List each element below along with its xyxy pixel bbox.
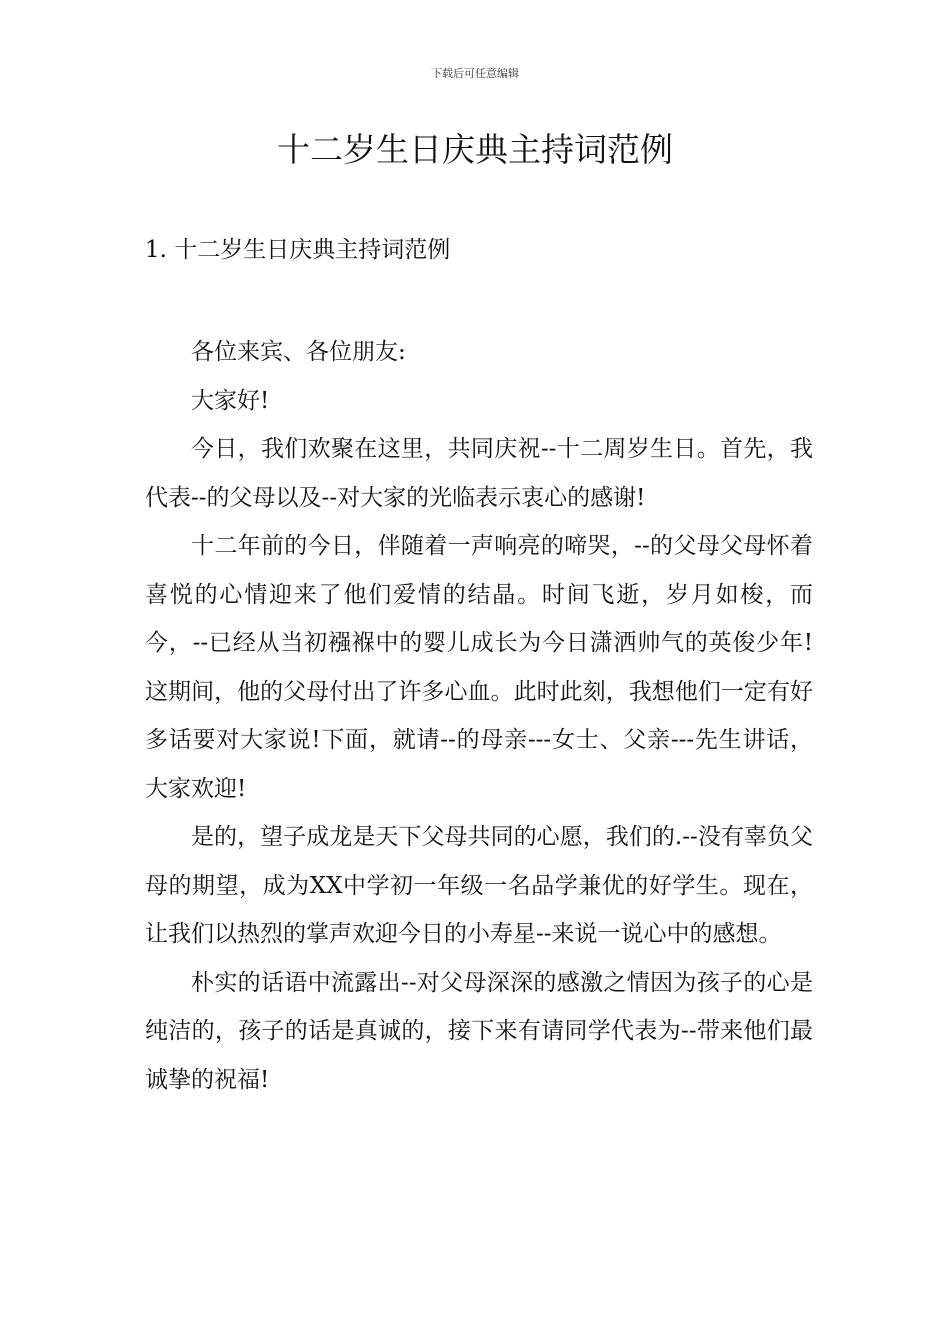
document-body <box>145 328 813 1104</box>
header-note: 下载后可任意编辑 <box>431 67 519 80</box>
paragraph-opening: 今日，我们欢聚在这里，共同庆祝--十二周岁生日。首先，我代表--的父母以及--对大家的光临表示衷心的感谢! <box>145 436 813 511</box>
section-heading: 1. 十二岁生日庆典主持词范例 <box>145 237 451 263</box>
paragraph-student: 是的，望子成龙是天下父母共同的心愿，我们的.--没有辜负父母的期望，成为XX中学初一年级一名品学兼优的好学生。现在，让我们以热烈的掌声欢迎今日的小寿星--来说一说心中的感想。 <box>145 824 813 947</box>
paragraph-blessing: 朴实的话语中流露出--对父母深深的感激之情因为孩子的心是纯洁的，孩子的话是真诚的，接下来有请同学代表为--带来他们最诚挚的祝福! <box>145 969 813 1093</box>
document-title: 十二岁生日庆典主持词范例 <box>277 130 673 169</box>
paragraph-hello: 大家好! <box>191 387 270 414</box>
paragraph-growth: 十二年前的今日，伴随着一声响亮的啼哭，--的父母父母怀着喜悦的心情迎来了他们爱情的结晶。时间飞逝，岁月如梭，而今，--已经从当初襁褓中的婴儿成长为今日潇洒帅气的英俊少年!这期间，他的父母付出了许多心血。此时此刻，我想他们一定有好多话要对大家说!下面，就请--的母亲---女士、父亲---先生讲话，大家欢迎! <box>145 533 813 802</box>
paragraph-greeting: 各位来宾、各位朋友: <box>191 339 406 365</box>
